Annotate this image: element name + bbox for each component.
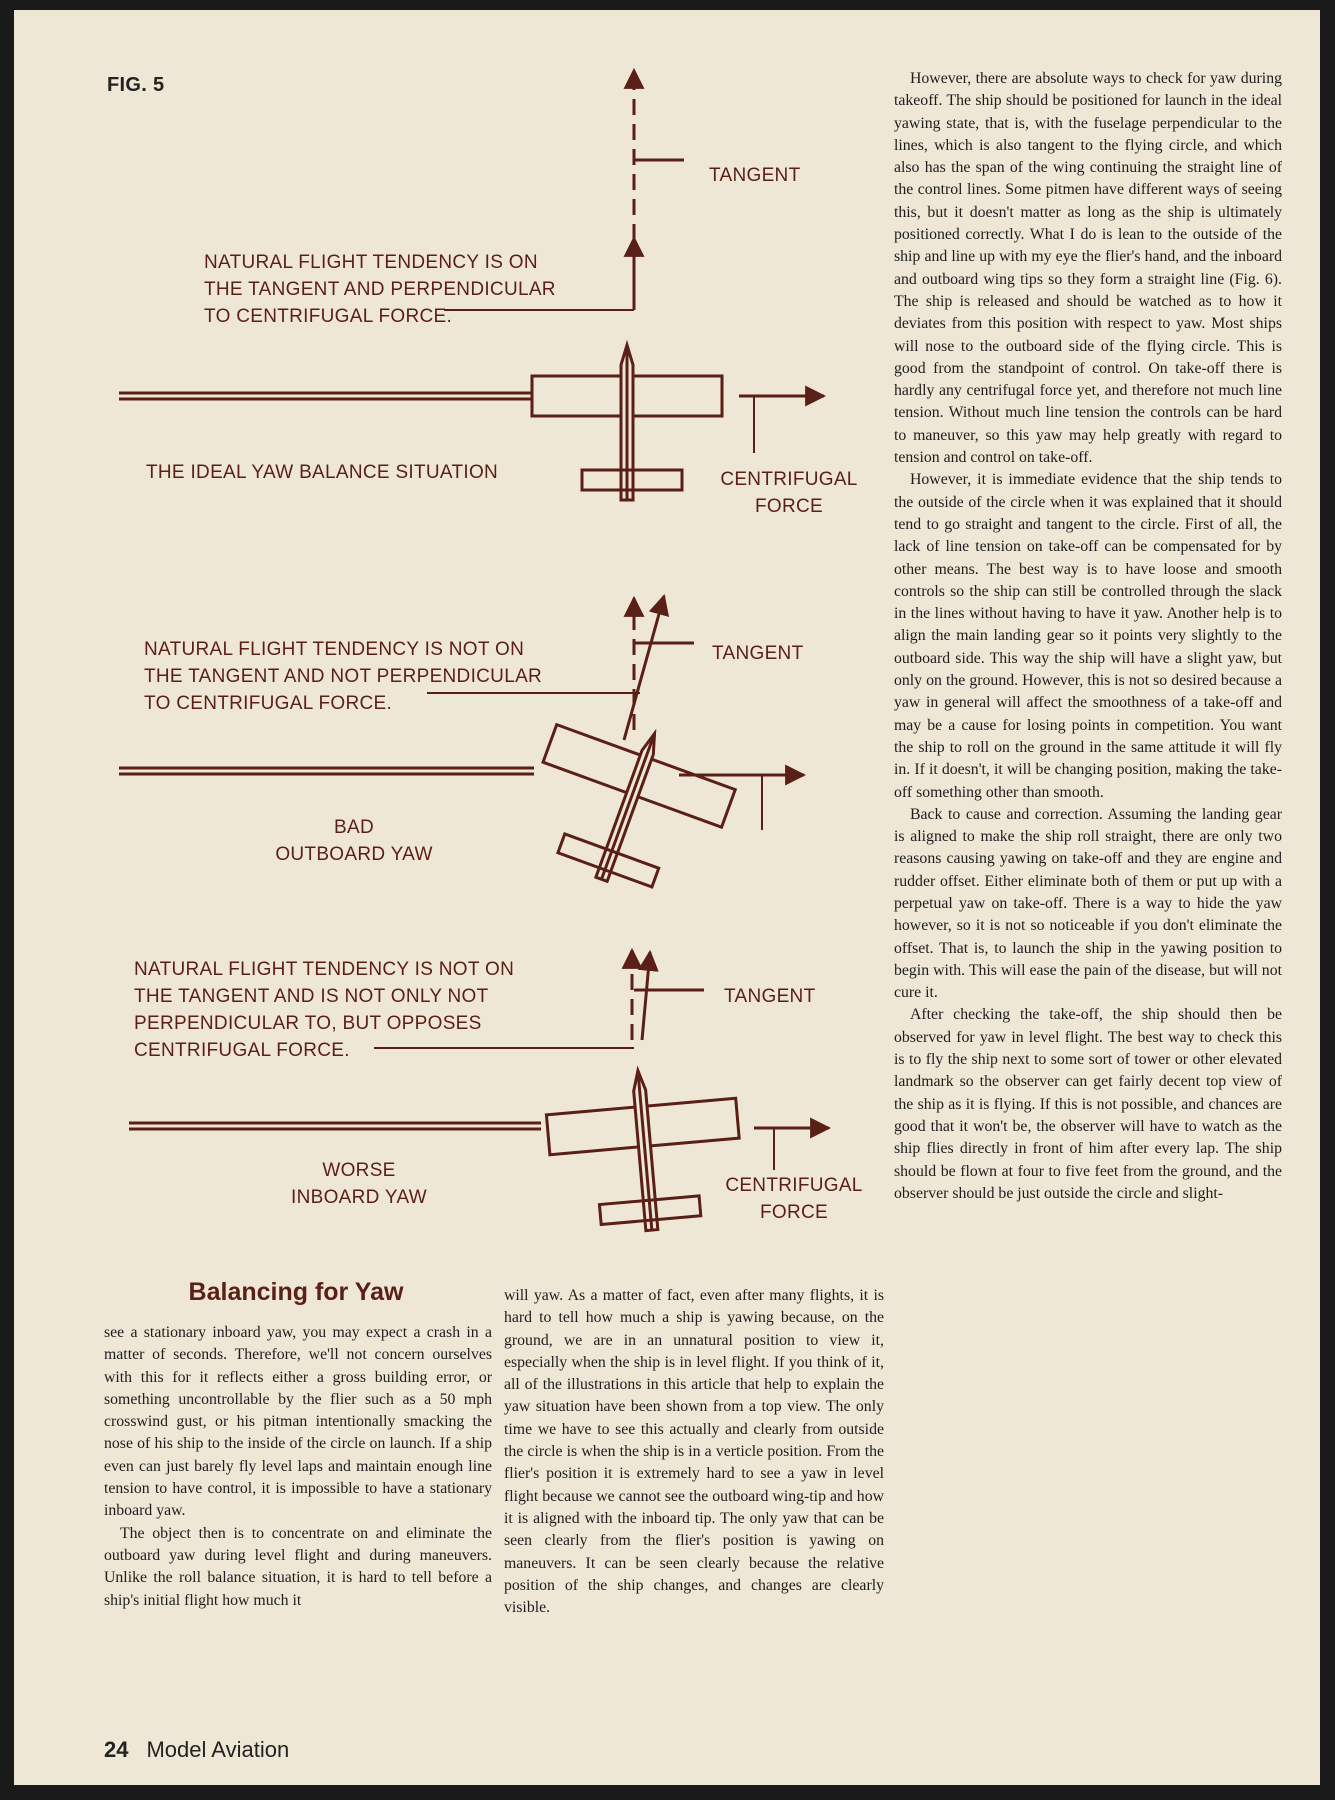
paragraph: will yaw. As a matter of fact, even after many flights, it is hard to tell how much a ship is yawing because, on the ground, we are in an unnatural position to view it, especially when the ship is in level flight. If you think of it, all of the illustrations in this article that help to explain the yaw situation have been shown from a top view. The only time we have to see this actually and clearly from outside the circle is when the ship is in a verticle position. From the flier's position it is extremely hard to see a yaw in level flight because we cannot see the outboard wing-tip and how it is aligned with the inboard tip. The only yaw that can be seen clearly from the flier's position is yawing on maneuvers. It can be seen clearly because the relative position of the ship changes, and changes are clearly visible. [504,1287,884,1617]
paragraph: The object then is to concentrate on and eliminate the outboard yaw during level flight and during maneuvers. Unlike the roll balance situation, it is hard to tell before a ship's initial flight how much it [104,1524,492,1609]
article-heading: Balancing for Yaw [188,1278,404,1306]
panel3-force-label: CENTRIFUGAL FORCE [725,1175,863,1223]
figure-label: FIG. 5 [107,74,165,96]
magazine-name: Model Aviation [146,1737,290,1762]
panel1-tendency-text: NATURAL FLIGHT TENDENCY IS ON THE TANGENT AND PERPENDICULAR TO CENTRIFUGAL FORCE. [204,252,556,327]
panel3-tendency-arrow [642,952,650,1040]
panel2-plane-icon [512,701,744,912]
page-number: 24 [104,1737,129,1762]
panel1-force-label: CENTRIFUGAL FORCE [720,469,858,517]
panel2-situation-label: BAD OUTBOARD YAW [275,817,433,865]
panel3-tangent-label: TANGENT [724,986,816,1007]
panel3-control-lines [129,1123,541,1129]
article-column-2 [504,1285,884,1619]
article-column-1 [104,1322,492,1612]
paragraph: After checking the take-off, the ship should then be observed for yaw in level flight. The best way to check this is to fly the ship next to some sort of tower or other elevated landmark so the observer can get fairly decent top view of the ship as it is flying. If this is not possible, and chances are good that it won't be, the observer will have to watch as the ship flies directly in front of him after every lap. The ship should be flown at four to five feet from the ground, and the observer should be just outside the circle and slight- [894,1006,1282,1202]
paragraph: However, there are absolute ways to check for yaw during takeoff. The ship should be positioned for launch in the ideal yawing state, that is, with the fuselage perpendicular to the lines, which is also tangent to the flying circle, and which also has the span of the wing continuing the straight line of the control lines. Some pitmen have different ways of seeing this, but it doesn't matter as long as the ship is ultimately positioned correctly. What I do is lean to the outside of the ship and line up with my eye the flier's hand, and the inboard and outboard wing tips so they form a straight line (Fig. 6). The ship is released and should be watched as to how it deviates from this position with respect to yaw. Most ships will nose to the outboard side of the flying circle. This is good from the standpoint of control. On take-off there is hardly any centrifugal force yet, and therefore not much line tension. Without much line tension the controls can be hard to maneuver, so this yaw may help greatly with regard to tension and control on take-off. [894,70,1282,467]
paragraph: see a stationary inboard yaw, you may expect a crash in a matter of seconds. Therefore, we'll not concern ourselves with this for it reflects either a gross building error, or something uncontrollable by the flier such as a 50 mph crosswind gust, or his pitman intentionally smacking the nose of his ship to the inside of the circle on launch. If a ship even can just barely fly level laps and maintain enough line tension to have control, it is impossible to have a stationary inboard yaw. [104,1324,492,1520]
article-column-3 [894,68,1282,1205]
paragraph: However, it is immediate evidence that the ship tends to the outside of the circle when it was explained that it should tend to go straight and tangent to the circle. First of all, the lack of line tension on take-off can be compensated for by other means. The best way is to have loose and smooth controls so the ship can still be controlled through the slack in the lines without having to have it yaw. Another help is to align the main landing gear so it points very slightly to the outboard side. This way the ship will have a slight yaw, but only on the ground. However, this is not so desired because a yaw in general will affect the smoothness of a take-off and may be a cause for losing points in competition. You want the ship to roll on the ground in the same attitude it will fly in. If it doesn't, it will be changing position, making the take-off something other than smooth. [894,471,1282,801]
panel2-tangent-label: TANGENT [712,643,804,664]
paragraph: Back to cause and correction. Assuming the landing gear is aligned to make the ship roll straight, there are only two reasons causing yawing on take-off and they are engine and rudder offset. Either eliminate both of them or put up with a perpetual yaw on take-off. There is a way to hide the yaw however, so it is not so noticeable if you don't eliminate the offset. That is, to launch the ship in the yawing position to begin with. This will ease the pain of the disease, but will not cure it. [894,805,1282,1002]
magazine-page [14,10,1320,1785]
page-footer [104,1737,289,1763]
panel1-plane-icon [532,345,722,500]
panel3-tendency-text: NATURAL FLIGHT TENDENCY IS NOT ON THE TANGENT AND IS NOT ONLY NOT PERPENDICULAR TO, BUT OPPOSES CENTRIFUGAL FORCE. [134,959,515,1061]
panel1-situation-label: THE IDEAL YAW BALANCE SITUATION [146,462,499,483]
panel2-tendency-arrow [624,596,664,740]
panel3-situation-label: WORSE INBOARD YAW [291,1160,427,1208]
panel2-control-lines [119,768,534,774]
panel2-tendency-text: NATURAL FLIGHT TENDENCY IS NOT ON THE TANGENT AND NOT PERPENDICULAR TO CENTRIFUGAL FORCE. [144,639,543,714]
panel1-tangent-label: TANGENT [709,165,801,186]
panel1-control-lines [119,393,532,399]
